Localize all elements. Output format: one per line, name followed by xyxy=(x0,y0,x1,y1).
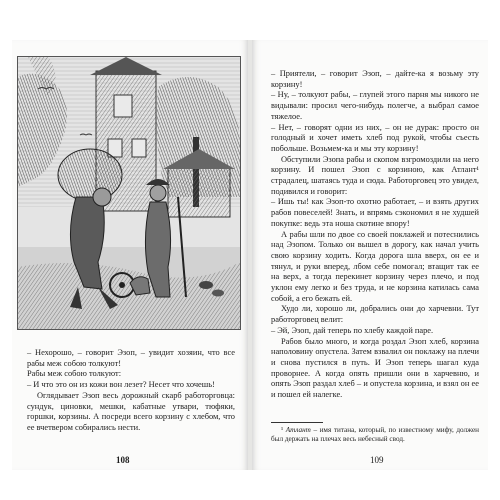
paragraph: – Нет, – говорят одни из них, – он не дурак: просто он голодный и хочет иметь хлеб под рукой, чтобы съесть побольше. Возьмем-ка и мы эту корзину! xyxy=(271,122,479,153)
paragraph: – Эй, Эзоп, дай теперь по хлебу каждой паре. xyxy=(271,325,434,335)
page-number-left: 108 xyxy=(116,455,130,465)
paragraph: – Нехорошо, – говорит Эзоп, – увидит хозяин, что все рабы меж собою толкуют! xyxy=(27,348,235,368)
paragraph: Обступили Эзопа рабы и скопом взгромоздили на него корзину. И пошел Эзоп с корзиною, как Атлант¹ страдалец, шатаясь туда и сюда. Работорговец это увидел, подивился и говорит: xyxy=(271,154,479,196)
footnote-text: – имя титана, который, по известному мифу, должен был держать на плечах весь небесный свод. xyxy=(271,426,480,444)
paragraph: Рабы меж собою толкуют: xyxy=(27,369,122,379)
paragraph: – Приятели, – говорит Эзоп, – дайте-ка я возьму эту корзину! xyxy=(271,69,479,89)
footnote xyxy=(271,426,479,445)
footnote-marker: ¹ xyxy=(281,426,284,434)
engraving-illustration xyxy=(17,56,241,330)
page-number-right: 109 xyxy=(370,455,384,465)
paragraph: – Ишь ты! как Эзоп-то охотно работает, – и взять других рабов повеселей! Знать, и впрямь сэкономил я не худшей покупке: ведь эта ноша скотине впору! xyxy=(271,197,479,228)
left-page-text xyxy=(27,348,235,434)
paragraph: Худо ли, хорошо ли, добрались они до харчевни. Тут работорговец велит: xyxy=(271,304,479,325)
paragraph: Оглядывает Эзоп весь дорожный скарб работорговца: сундук, циновки, мешки, кабатные утвари, тюфяки, горшки, корзины. А посреди всего корзину с хлебом, что ее вчетвером собирались нести. xyxy=(27,390,235,432)
paragraph: – И что это он из кожи вон лезет? Несет что хочешь! xyxy=(27,380,215,390)
right-page-text xyxy=(271,69,479,401)
footnote-term: Атлант xyxy=(285,426,311,434)
paragraph: – Ну, – толкуют рабы, – глупей этого парня мы никого не видывали: просил чего-нибудь полегче, а выбрал самое тяжелое. xyxy=(271,90,479,121)
footnote-divider xyxy=(271,422,323,423)
paragraph: Рабов было много, и когда роздал Эзоп хлеб, корзина наполовину опустела. Затем взвалил он поклажу на плечи и снова пустился в путь. И Эзоп теперь шагал куда проворнее. А когда опять пришли они в харчевню, и опять Эзоп раздал хлеб – и опустела корзина, и взял он ее и пошел ей налегке. xyxy=(271,336,479,400)
paragraph: А рабы шли по двое со своей поклажей и потеснились над Эзопом. Только он вышел в дорогу, как начал учить свою корзину ходить. Когда дорога шла вверх, он ее и тянул, и руки вперед, лбом себе помогал; втащит так ее на верх, а тогда перекинет корзину через плечо, и под уклон ему легко и без труда, и не корзина катилась сама собой, а его бежать ей. xyxy=(271,229,479,303)
